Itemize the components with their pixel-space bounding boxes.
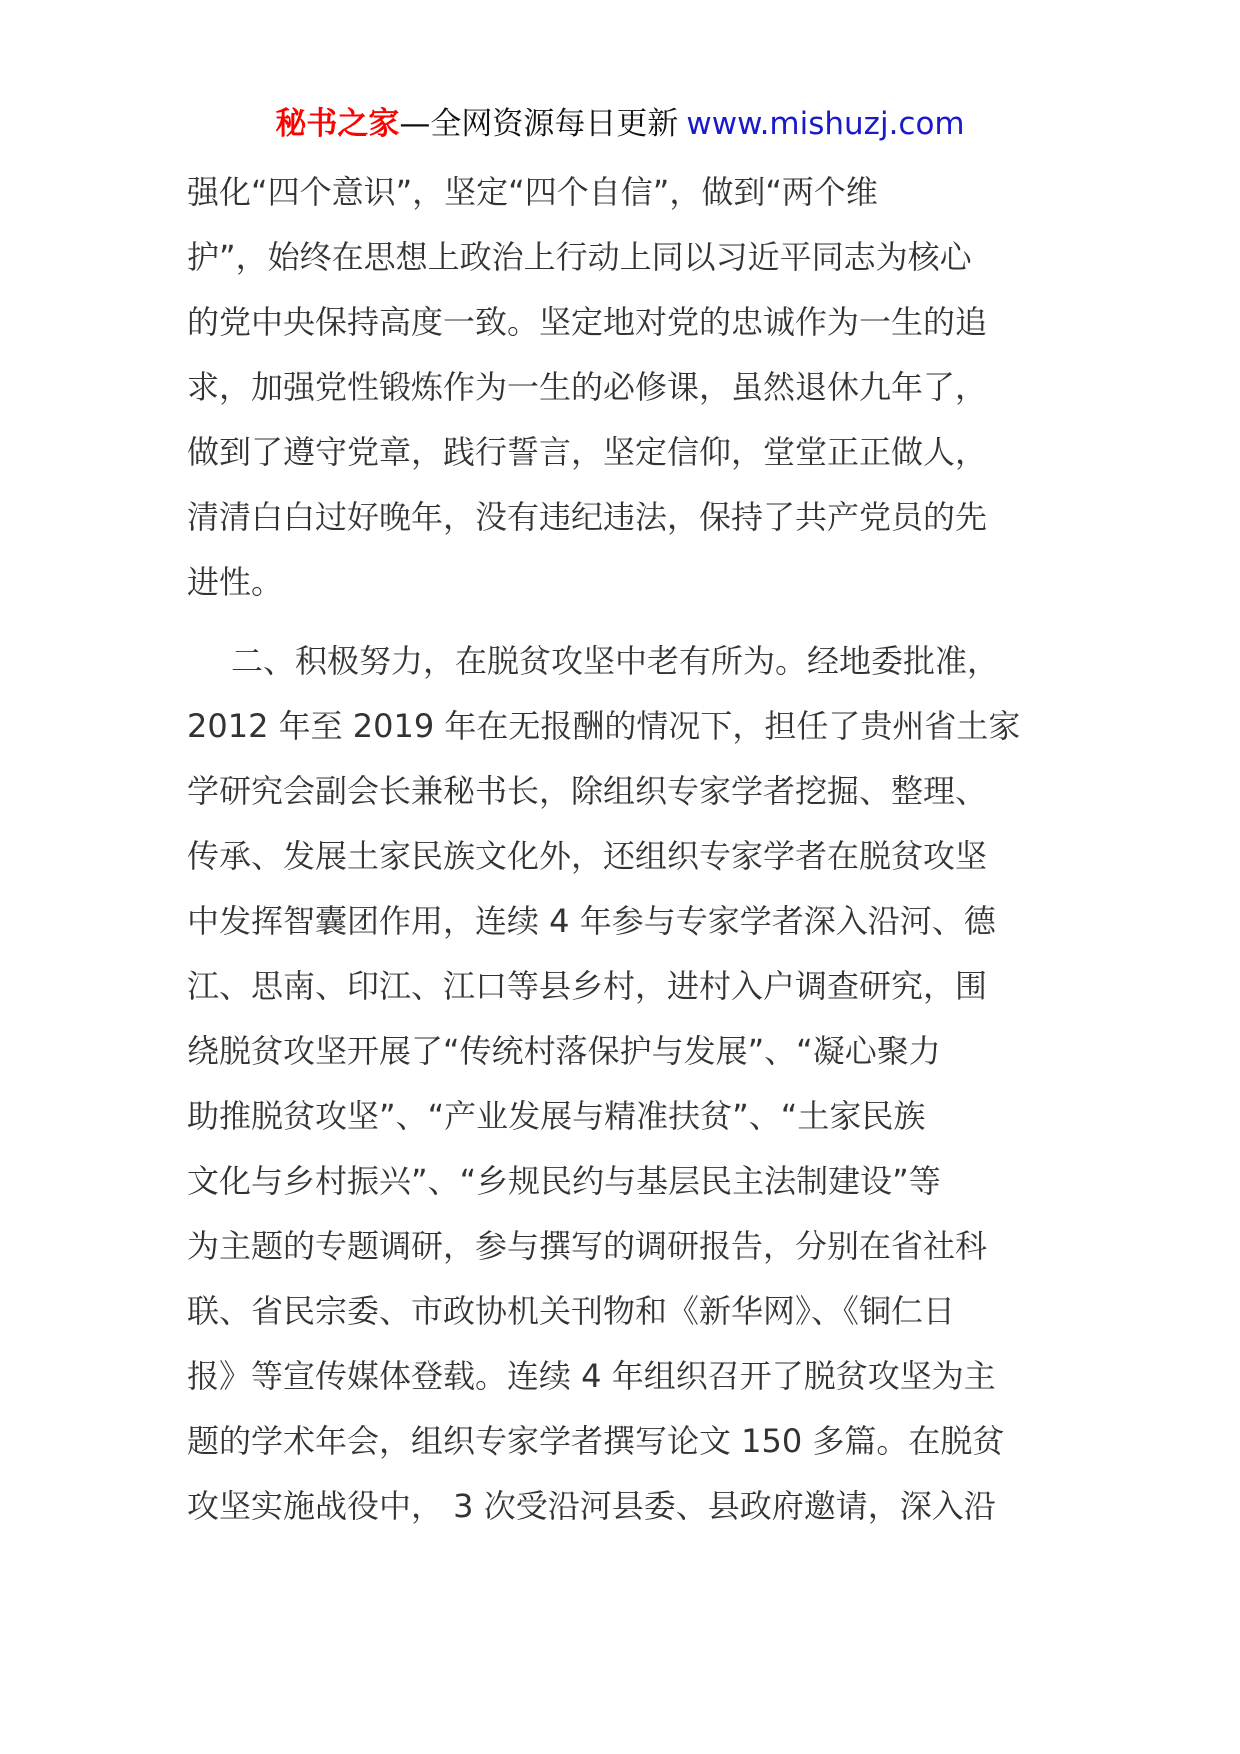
text-line: 为主题的专题调研，参与撰写的调研报告，分别在省社科 bbox=[187, 1227, 988, 1265]
text-line: 清清白白过好晚年，没有违纪违法，保持了共产党员的先 bbox=[187, 498, 988, 536]
text-line: 助推脱贫攻坚”、“产业发展与精准扶贫”、“土家民族 bbox=[187, 1097, 926, 1135]
text-line: 学研究会副会长兼秘书长，除组织专家学者挖掘、整理、 bbox=[187, 772, 988, 810]
header-tagline: —全网资源每日更新 bbox=[399, 106, 679, 142]
text-line: 题的学术年会，组织专家学者撰写论文 150 多篇。在脱贫 bbox=[187, 1422, 1005, 1460]
text-line: 攻坚实施战役中， 3 次受沿河县委、县政府邀请，深入沿 bbox=[187, 1487, 996, 1525]
text-line: 求，加强党性锻炼作为一生的必修课，虽然退休九年了， bbox=[187, 368, 988, 406]
brand-name: 秘书之家 bbox=[275, 106, 400, 142]
text-line: 江、思南、印江、江口等县乡村，进村入户调查研究，围 bbox=[187, 967, 988, 1005]
text-line: 护”，始终在思想上政治上行动上同以习近平同志为核心 bbox=[187, 238, 972, 276]
website-link[interactable]: www.mishuzj.com bbox=[686, 106, 965, 142]
text-line: 绕脱贫攻坚开展了“传统村落保护与发展”、“凝心聚力 bbox=[187, 1032, 941, 1070]
text-line: 强化“四个意识”，坚定“四个自信”，做到“两个维 bbox=[187, 173, 878, 211]
text-line: 的党中央保持高度一致。坚定地对党的忠诚作为一生的追 bbox=[187, 303, 988, 341]
text-line: 进性。 bbox=[187, 563, 284, 601]
page-header bbox=[0, 104, 1240, 144]
text-line: 中发挥智囊团作用，连续 4 年参与专家学者深入沿河、德 bbox=[187, 902, 996, 940]
paragraph-spacer bbox=[187, 615, 1057, 629]
text-line: 报》等宣传媒体登载。连续 4 年组织召开了脱贫攻坚为主 bbox=[187, 1357, 996, 1395]
paragraph-continuation bbox=[187, 160, 1057, 615]
paragraph-section-two bbox=[187, 629, 1057, 1539]
text-line: 二、积极努力，在脱贫攻坚中老有所为。经地委批准， bbox=[231, 642, 1000, 680]
text-line: 文化与乡村振兴”、“乡规民约与基层民主法制建设”等 bbox=[187, 1162, 941, 1200]
text-line: 2012 年至 2019 年在无报酬的情况下，担任了贵州省土家 bbox=[187, 707, 1021, 745]
text-line: 联、省民宗委、市政协机关刊物和《新华网》、《铜仁日 bbox=[187, 1292, 956, 1330]
text-line: 做到了遵守党章，践行誓言，坚定信仰，堂堂正正做人， bbox=[187, 433, 988, 471]
document-body bbox=[187, 160, 1057, 1539]
text-line: 传承、发展土家民族文化外，还组织专家学者在脱贫攻坚 bbox=[187, 837, 988, 875]
